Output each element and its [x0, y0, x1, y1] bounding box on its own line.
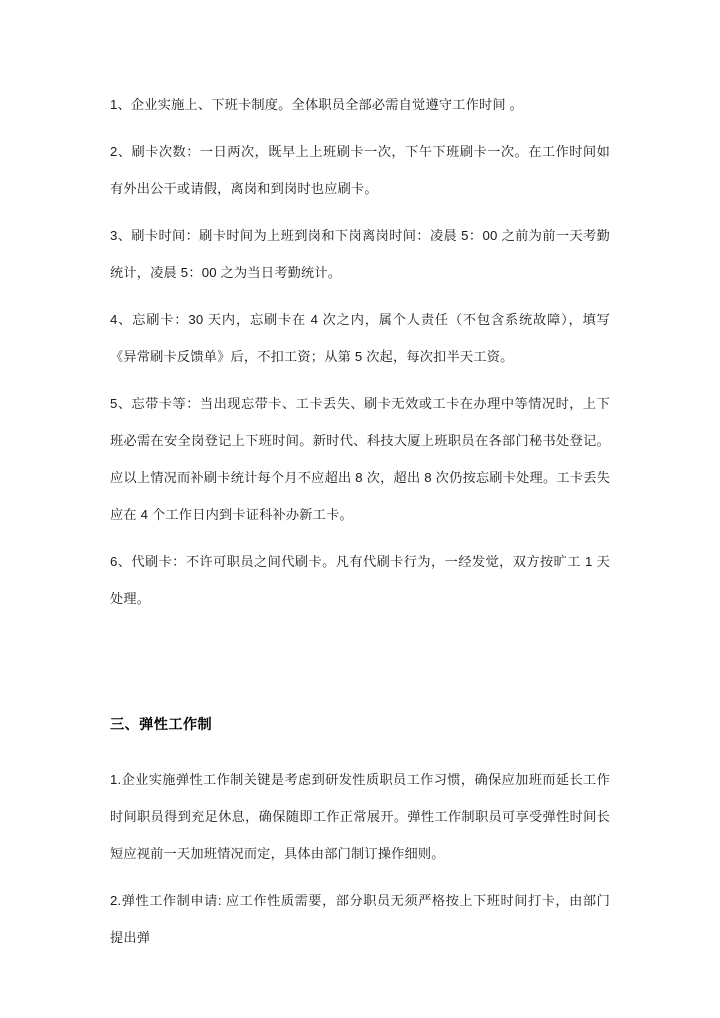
clause-item-6: 6、代刷卡：不许可职员之间代刷卡。凡有代刷卡行为，一经发觉，双方按旷工 1 天处理。	[110, 554, 610, 606]
section-heading-flexible-work: 三、弹性工作制	[110, 717, 213, 733]
flexible-work-paragraph-2: 2.弹性工作制申请: 应工作性质需要，部分职员无须严格按上下班时间打卡，由部门提出弹	[110, 893, 610, 945]
flexible-work-paragraph-1: 1.企业实施弹性工作制关键是考虑到研发性质职员工作习惯，确保应加班而延长工作时间职员得到充足休息，确保随即工作正常展开。弹性工作制职员可享受弹性时间长短应视前一天加班情况而定，具体由部门制订操作细则。	[110, 772, 610, 861]
clause-item-1: 1、企业实施上、下班卡制度。全体职员全部必需自觉遵守工作时间 。	[110, 97, 524, 112]
clause-item-2: 2、刷卡次数：一日两次，既早上上班刷卡一次，下午下班刷卡一次。在工作时间如有外出公干或请假，离岗和到岗时也应刷卡。	[110, 144, 610, 196]
clause-item-4: 4、忘刷卡：30 天内，忘刷卡在 4 次之内，属个人责任（不包含系统故障），填写《异常刷卡反馈单》后，不扣工资；从第 5 次起，每次扣半天工资。	[110, 312, 610, 364]
clause-item-5: 5、忘带卡等：当出现忘带卡、工卡丢失、刷卡无效或工卡在办理中等情况时，上下班必需在安全岗登记上下班时间。新时代、科技大厦上班职员在各部门秘书处登记。应以上情况而补刷卡统计每个月不应超出 8 次，超出 8 次仍按忘刷卡处理。工卡丢失应在 4 个工作日内到卡证科补办新工卡。	[110, 396, 610, 522]
section-spacer	[110, 627, 610, 713]
document-content-area	[110, 86, 610, 956]
clause-item-3: 3、刷卡时间：刷卡时间为上班到岗和下岗离岗时间：凌晨 5：00 之前为前一天考勤统计，凌晨 5：00 之为当日考勤统计。	[110, 228, 610, 280]
